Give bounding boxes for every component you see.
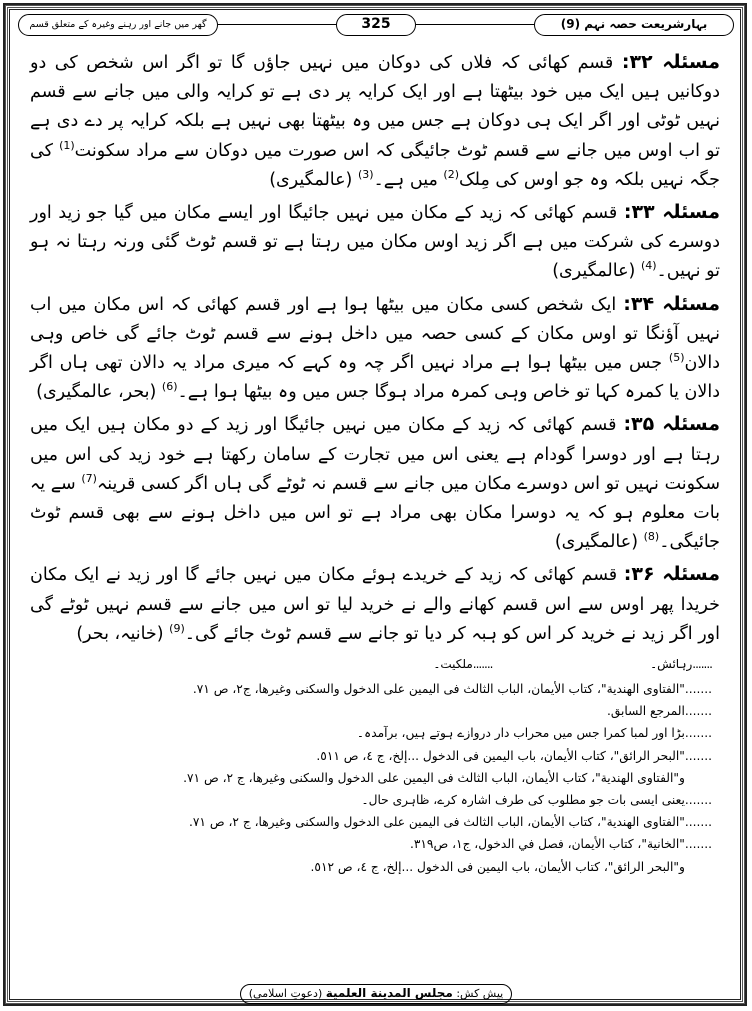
- masala-reference: (عالمگیری): [554, 532, 644, 553]
- masala-body: قسم کھائی کہ زید کے مکان میں نہیں جائیگا اور ایسے مکان میں گیا جو زید اور دوسرے کی شرکت میں ہے اگر زید اوس مکان میں رہتا ہے تو قسم ٹوٹ گئی ورنہ رہتا نہ ہو تو نہیں۔: [30, 203, 720, 282]
- header-rule-right: [416, 24, 534, 25]
- masala-body: کی جگہ نہیں بلکہ وہ جو اوس کی مِلک: [30, 140, 720, 190]
- masala-32: [30, 48, 720, 195]
- main-text: [30, 48, 720, 652]
- footnotes: [62, 678, 712, 878]
- masala-label: مسئلہ ۳۶:: [623, 563, 720, 586]
- footnote-marker[interactable]: (6): [161, 380, 178, 394]
- footnote-item: ......."البحر الرائق"، كتاب الأيمان، باب اليمين فی الدخول ...إلخ، ج ٤، ص ٥١١.: [316, 748, 712, 763]
- book-title: بہارشریعت حصہ نہم (9): [534, 14, 734, 36]
- footnote-text: "البحر الرائق"، كتاب الأيمان، باب اليمين فی الدخول ...إلخ، ج ٤، ص ٥١١.: [316, 748, 685, 763]
- footnote-item: ......."الفتاوی الهندية"، كتاب الأيمان، الباب الثالث فی اليمين علی الدخول والسكنی وغيرها، ج۲، ص ۷۱.: [192, 682, 712, 696]
- footnote-item: .......بڑا اور لمبا کمرا جس میں محراب دار دروازے ہوتے ہیں، برآمدہ۔: [356, 726, 712, 741]
- footnote-marker[interactable]: (7): [81, 472, 97, 486]
- header-rule-left: [218, 24, 336, 25]
- masala-label: مسئلہ ۳۴:: [623, 292, 720, 315]
- footer-suffix: (دعوتِ اسلامی): [248, 987, 323, 1000]
- page-number: 325: [336, 14, 416, 36]
- footnote-leader: .......: [692, 657, 712, 671]
- footnote-gloss: ملکیت۔: [433, 657, 473, 671]
- masala-reference: (بحر، عالمگیری): [36, 382, 162, 403]
- footnote-item: [62, 856, 712, 878]
- masala-35: [30, 410, 720, 557]
- footnote-leader: .......: [472, 657, 493, 671]
- masala-body: میں ہے۔: [373, 169, 444, 190]
- chapter-title: گھر میں جانے اور رہنے وغیرہ کے متعلق قسم: [18, 14, 218, 36]
- footnote-marker[interactable]: (8): [643, 530, 660, 544]
- footnote-item: .......المرجع السابق.: [606, 704, 712, 719]
- footnote-marker[interactable]: (3): [357, 167, 374, 181]
- footnote-text: "الخانية"، كتاب الأيمان، فصل في الدخول، ج۱، ص۳۱۹.: [409, 837, 685, 852]
- footnote-gloss: رہائش۔: [650, 657, 693, 671]
- footnote-text: المرجع السابق.: [606, 704, 685, 719]
- footnote-glosses: [72, 654, 712, 674]
- footnote-item: [62, 767, 712, 789]
- masala-body: سے یہ بات معلوم ہو کہ یہ دوسرا مکان بھی مراد ہے تو اس میں داخل ہونے سے بھی قسم ٹوٹ جائیگی۔: [30, 473, 720, 553]
- footnote-text: "الفتاوی الهندية"، كتاب الأيمان، الباب الثالث فی اليمين علی الدخول والسكنی وغيرها، ج۲، ص ۷۱.: [192, 682, 685, 696]
- masala-label: مسئلہ ۳۳:: [623, 201, 720, 224]
- footnote-marker[interactable]: (5): [668, 351, 685, 365]
- page-footer: [240, 984, 512, 1004]
- footnote-text: "الفتاوی الهندية"، كتاب الأيمان، الباب الثالث فی اليمين علی الدخول والسكنی وغيرها، ج ۲، ص ۷۱.: [189, 815, 685, 830]
- masala-body: ایک شخص کسی مکان میں بیٹھا ہوا ہے اور قسم کھائی کہ اس مکان میں اب نہیں آؤنگا تو اوس مکان کے کسی حصہ میں داخل ہونے سے قسم ٹوٹ جائے گی خاص وہی دالان: [30, 294, 720, 374]
- page-header: [18, 14, 734, 36]
- masala-reference: (عالمگیری): [552, 261, 641, 282]
- masala-body: جس میں بیٹھا ہوا ہے مراد نہیں اگر چہ وہ کہے کہ میری مراد یہ دالان تھی ہاں اگر دالان یا کمرہ کہا تو خاص وہی کمرہ مراد ہوگا جس میں وہ بیٹھا ہوا ہے۔: [30, 353, 720, 403]
- masala-body: قسم کھائی کہ زید کے مکان میں نہیں جائیگا اور زید کے دو مکان ہیں ایک میں رہتا ہے اور دوسرا گودام ہے یعنی اس میں تجارت کے سامان رکھتا ہے خود زید کی اس میں سکونت نہیں تو اس دوسرے مکان میں جانے سے قسم نہ ٹوٹے گی ہاں اگر کسی قرینہ: [30, 415, 720, 494]
- footnote-marker[interactable]: (4): [640, 259, 657, 273]
- masala-36: [30, 560, 720, 649]
- footer-prefix: پیش کش:: [456, 987, 504, 1000]
- masala-33: [30, 198, 720, 287]
- footnote-item: ......."الخانية"، كتاب الأيمان، فصل في الدخول، ج۱، ص۳۱۹.: [409, 837, 712, 852]
- footnote-text: بڑا اور لمبا کمرا جس میں محراب دار دروازے ہوتے ہیں، برآمدہ۔: [356, 726, 685, 741]
- footnote-marker[interactable]: (1): [59, 138, 75, 152]
- publisher-name: مجلس المدينة العلمية: [325, 986, 453, 1000]
- footnote-marker[interactable]: (9): [169, 622, 185, 636]
- footnote-text: و"البحر الرائق"، كتاب الأيمان، باب اليمين فی الدخول ...إلخ، ج ٤، ص ٥١٢.: [310, 859, 685, 874]
- footnote-text: یعنی ایسی بات جو مطلوب کی طرف اشارہ کرے، ظاہری حال۔: [361, 793, 685, 808]
- masala-reference: (عالمگیری): [269, 169, 358, 190]
- footnote-item: .......یعنی ایسی بات جو مطلوب کی طرف اشارہ کرے، ظاہری حال۔: [361, 793, 712, 808]
- footnote-text: و"الفتاوی الهندية"، كتاب الأيمان، الباب الثالث فی اليمين علی الدخول والسكنی وغيرها، ج ۲، ص ۷۱.: [183, 770, 685, 785]
- masala-34: [30, 290, 720, 408]
- masala-body: قسم کھائی کہ فلاں کی دوکان میں نہیں جاؤں گا تو اگر اس شخص کی دو دوکانیں ہیں ایک میں خود بیٹھتا ہے اور ایک کرایہ پر دی ہے تو کرایہ والی میں جانے سے قسم نہیں ٹوٹی اور اگر ایک ہی دوکان ہے جس میں وہ بیٹھتا بھی نہیں ہے بلکہ کرایہ پر دے دی ہے تو اب اوس میں جانے سے قسم ٹوٹ جائیگی کہ اس صورت میں دوکان سے مراد سکونت: [30, 53, 720, 161]
- footnote-marker[interactable]: (2): [443, 167, 460, 181]
- masala-reference: (خانیہ، بحر): [76, 623, 170, 644]
- masala-label: مسئلہ ۳۵:: [623, 413, 720, 436]
- footnote-item: ......."الفتاوی الهندية"، كتاب الأيمان، الباب الثالث فی اليمين علی الدخول والسكنی وغيرها، ج ۲، ص ۷۱.: [189, 815, 712, 830]
- masala-body: قسم کھائی کہ زید کے خریدے ہوئے مکان میں نہیں جائے گا اور زید نے ایک مکان خریدا پھر اوس سے اس قسم کھانے والے نے خرید لیا تو اس میں جانے سے قسم نہیں ٹوٹے گی اور اگر زید نے خرید کر اس کو ہبہ کر دیا تو جانے سے قسم ٹوٹ جائے گی۔: [30, 565, 720, 644]
- masala-label: مسئلہ ۳۲:: [621, 51, 720, 73]
